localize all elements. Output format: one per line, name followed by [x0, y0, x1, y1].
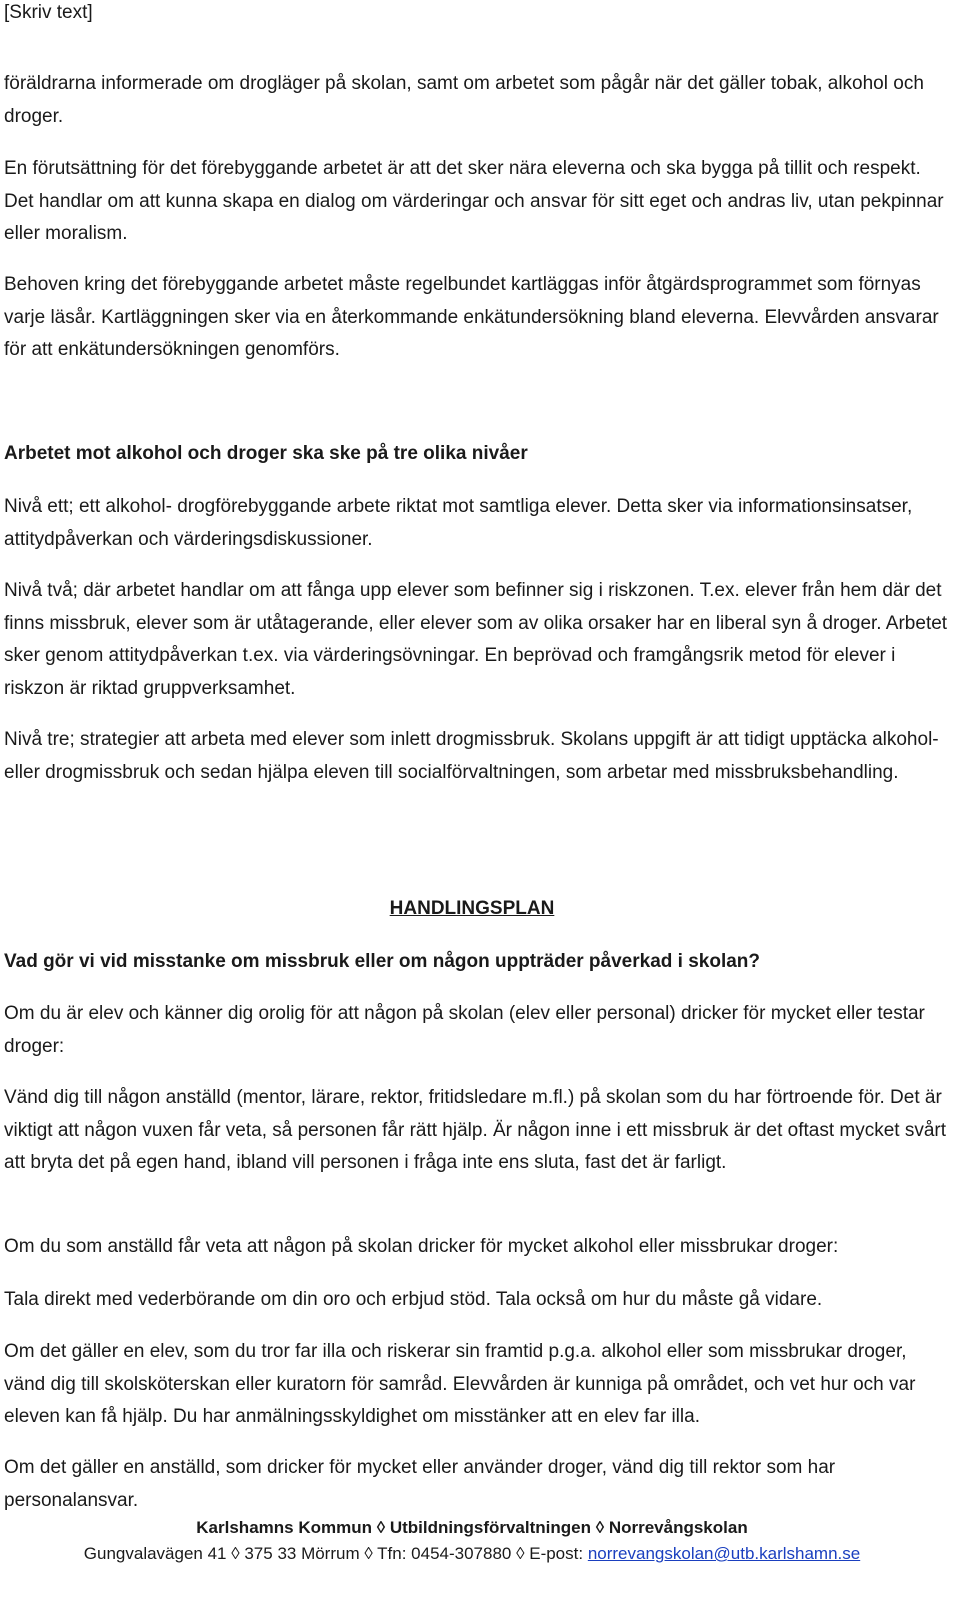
- paragraph-staff-action: Tala direkt med vederbörande om din oro och erbjud stöd. Tala också om hur du måste gå vidare.: [4, 1289, 823, 1310]
- paragraph-staff-case: Om det gäller en anställd, som dricker för mycket eller använder droger, vänd dig till rektor som har personalansvar.: [4, 1457, 836, 1511]
- paragraph-parents-informed: föräldrarna informerade om drogläger på skolan, samt om arbetet som pågår när det gäller tobak, alkohol och droger.: [4, 73, 924, 127]
- paragraph-staff-worry: Om du som anställd får veta att någon på skolan dricker för mycket alkohol eller missbrukar droger:: [4, 1236, 839, 1257]
- levels-heading: Arbetet mot alkohol och droger ska ske på tre olika nivåer: [4, 443, 528, 464]
- paragraph-level-one: Nivå ett; ett alkohol- drogförebyggande arbete riktat mot samtliga elever. Detta sker via informationsinsatser, attitydpåverkan och värderingsdiskussioner.: [4, 496, 913, 550]
- plan-title: HANDLINGSPLAN: [389, 898, 555, 919]
- paragraph-level-two: Nivå två; där arbetet handlar om att fånga upp elever som befinner sig i riskzonen. T.ex. elever från hem där det finns missbruk, elever som är utåtagerande, eller elever som av olika orsaker har en liberal syn å droger. Arbetet sker genom attitydpåverkan t.ex. via värderingsövningar. En beprövad och framgångsrik metod för elever i riskzon är riktad gruppverksamhet.: [4, 580, 948, 699]
- paragraph-prerequisite: En förutsättning för det förebyggande arbetet är att det sker nära eleverna och ska bygga på tillit och respekt. Det handlar om att kunna skapa en dialog om värderingar och ansvar för sitt eget och andras liv, utan pekpinnar eller moralism.: [4, 158, 944, 244]
- paragraph-student-action: Vänd dig till någon anställd (mentor, lärare, rektor, fritidsledare m.fl.) på skolan som du har förtroende för. Det är viktigt att någon vuxen får veta, så personen får rätt hjälp. Är någon inne i ett missbruk är det oftast mycket svårt att bryta det på egen hand, ibland vill personen i fråga inte ens sluta, fast det är farligt.: [4, 1087, 947, 1173]
- paragraph-student-worry: Om du är elev och känner dig orolig för att någon på skolan (elev eller personal) dricker för mycket eller testar droger:: [4, 1003, 925, 1057]
- plan-question: Vad gör vi vid misstanke om missbruk eller om någon uppträder påverkad i skolan?: [4, 951, 761, 972]
- footer-organization: Karlshamns Kommun ◊ Utbildningsförvaltningen ◊ Norrevångskolan: [196, 1518, 748, 1537]
- paragraph-needs-survey: Behoven kring det förebyggande arbetet måste regelbundet kartläggas inför åtgärdsprogrammet som förnyas varje läsår. Kartläggningen sker via en återkommande enkätundersökning bland eleverna. Elevvården ansvarar för att enkätundersökningen genomförs.: [4, 274, 939, 360]
- header-placeholder: [Skriv text]: [4, 2, 93, 23]
- footer-email-link[interactable]: norrevangskolan@utb.karlshamn.se: [587, 1544, 861, 1563]
- paragraph-student-case: Om det gäller en elev, som du tror far illa och riskerar sin framtid p.g.a. alkohol eller som missbrukar droger, vänd dig till skolsköterskan eller kuratorn för samråd. Elevvården är kunniga på området, och vet hur och var eleven kan få hjälp. Du har anmälningsskyldighet om misstänker att en elev far illa.: [4, 1341, 916, 1427]
- footer-address: Gungvalavägen 41 ◊ 375 33 Mörrum ◊ Tfn: 0454-307880 ◊ E-post:: [83, 1544, 588, 1563]
- footer-contact: [0, 1541, 944, 1567]
- paragraph-level-three: Nivå tre; strategier att arbeta med elever som inlett drogmissbruk. Skolans uppgift är att tidigt upptäcka alkohol- eller drogmissbruk och sedan hjälpa eleven till socialförvaltningen, som arbetar med missbruksbehandling.: [4, 729, 939, 783]
